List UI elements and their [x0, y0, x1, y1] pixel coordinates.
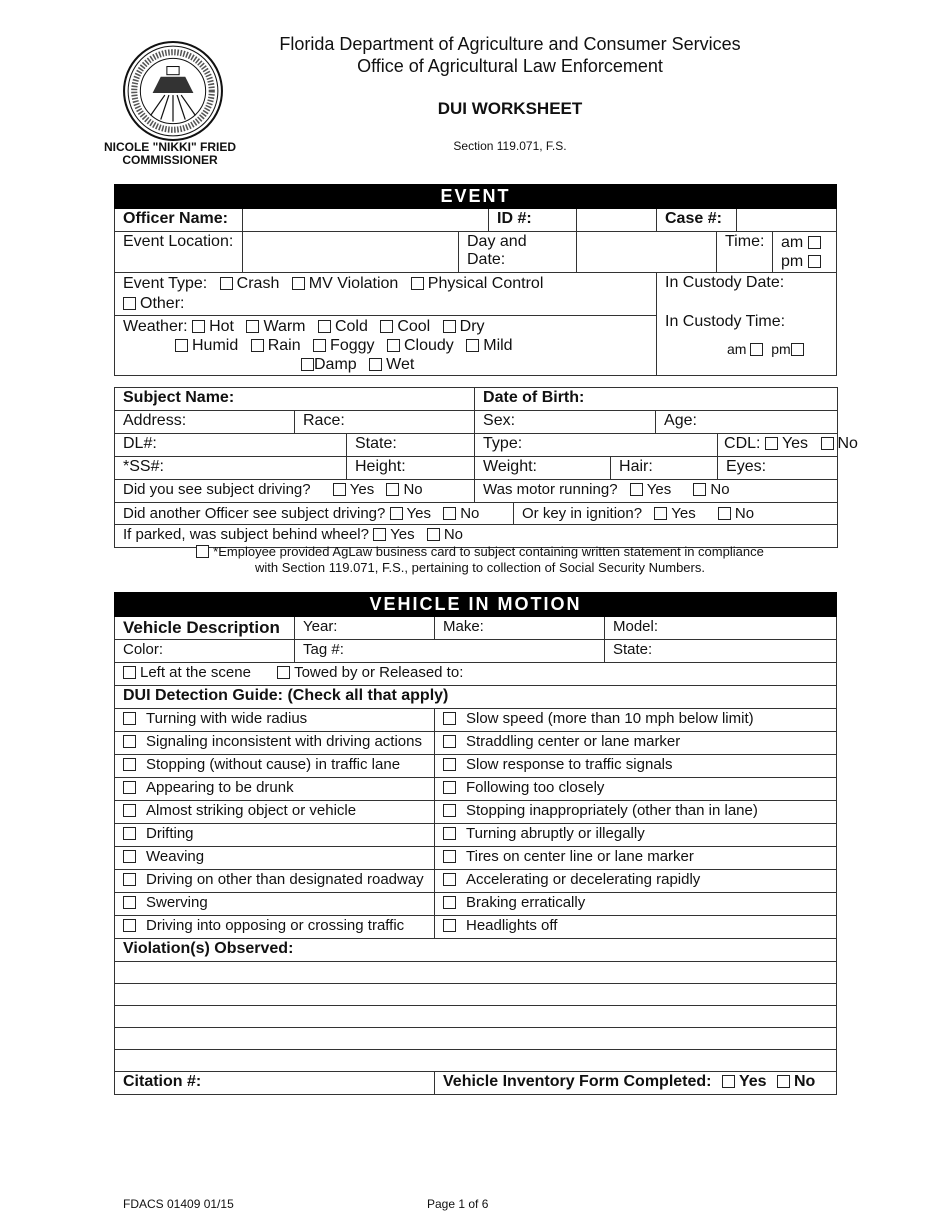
day-date-field[interactable] [577, 232, 717, 273]
other-checkbox[interactable] [123, 297, 136, 310]
guide-item-label: Stopping inappropriately (other than in lane) [466, 802, 758, 819]
key-ignition-yes-checkbox[interactable] [654, 507, 667, 520]
damp-label: Damp [314, 356, 357, 373]
crash-label: Crash [236, 275, 280, 292]
crash-checkbox[interactable] [220, 277, 233, 290]
inventory-cell [435, 1072, 837, 1095]
another-officer-yes-checkbox[interactable] [390, 507, 403, 520]
rain-label: Rain [267, 337, 301, 354]
guide-checkbox[interactable] [443, 827, 456, 840]
event-type-label: Event Type: [123, 275, 208, 292]
ss-notice [150, 544, 810, 576]
guide-row [115, 709, 837, 732]
weather-row-3 [123, 355, 648, 374]
guide-checkbox[interactable] [123, 873, 136, 886]
damp-checkbox[interactable] [301, 358, 314, 371]
key-ignition-no-checkbox[interactable] [718, 507, 731, 520]
pm-label: pm [781, 253, 804, 270]
time-label: Time: [717, 232, 773, 273]
cdl-yes-label: Yes [781, 435, 809, 452]
guide-checkbox[interactable] [443, 735, 456, 748]
custody-am-checkbox[interactable] [750, 343, 763, 356]
guide-item-label: Accelerating or decelerating rapidly [466, 871, 701, 888]
height-label[interactable]: Height: [347, 457, 475, 480]
another-officer-yes-label: Yes [406, 505, 432, 522]
guide-checkbox[interactable] [443, 804, 456, 817]
day-date-text: Day and Date: [467, 233, 527, 268]
business-card-checkbox[interactable] [196, 545, 209, 558]
guide-row [115, 732, 837, 755]
wet-label: Wet [386, 356, 415, 373]
towed-checkbox[interactable] [277, 666, 290, 679]
event-band: EVENT [115, 185, 837, 209]
dry-checkbox[interactable] [443, 320, 456, 333]
guide-row [115, 893, 837, 916]
event-type-cell [115, 273, 657, 316]
warm-checkbox[interactable] [246, 320, 259, 333]
office-name: Office of Agricultural Law Enforcement [357, 56, 663, 76]
address-label[interactable]: Address: [115, 411, 295, 434]
case-field[interactable] [737, 209, 837, 232]
am-option[interactable] [781, 233, 828, 252]
dl-label[interactable]: DL#: [115, 434, 347, 457]
another-officer-cell [115, 503, 514, 524]
left-scene-checkbox[interactable] [123, 666, 136, 679]
guide-item-label: Swerving [146, 894, 208, 911]
custody-pm-checkbox[interactable] [791, 343, 804, 356]
ss-label[interactable]: *SS#: [115, 457, 347, 480]
guide-item-label: Almost striking object or vehicle [146, 802, 357, 819]
key-ignition-label: Or key in ignition? [522, 505, 643, 522]
form-number: FDACS 01409 01/15 [123, 1197, 234, 1211]
another-officer-label: Did another Officer see subject driving? [123, 505, 386, 522]
notice-line-2: with Section 119.071, F.S., pertaining to collection of Social Security Numbers. [255, 560, 705, 575]
mv-violation-checkbox[interactable] [292, 277, 305, 290]
cold-label: Cold [334, 318, 368, 335]
see-driving-yes-checkbox[interactable] [333, 483, 346, 496]
cool-checkbox[interactable] [380, 320, 393, 333]
in-custody-time-cell[interactable] [657, 312, 837, 376]
motor-running-no-checkbox[interactable] [693, 483, 706, 496]
cdl-cell [718, 434, 858, 457]
case-label: Case #: [657, 209, 737, 232]
guide-item-label: Turning with wide radius [146, 710, 308, 727]
guide-row [115, 870, 837, 893]
wet-checkbox[interactable] [369, 358, 382, 371]
make-label[interactable]: Make: [435, 617, 605, 640]
vehicle-table [114, 592, 837, 1095]
cloudy-label: Cloudy [403, 337, 454, 354]
inventory-yes-label: Yes [738, 1073, 767, 1090]
cdl-label: CDL: [724, 435, 761, 452]
another-officer-row [115, 503, 838, 525]
warm-label: Warm [263, 318, 306, 335]
guide-item-label: Turning abruptly or illegally [466, 825, 645, 842]
guide-checkbox[interactable] [123, 758, 136, 771]
page-number: Page 1 of 6 [427, 1197, 489, 1211]
towed-label: Towed by or Released to: [294, 664, 464, 681]
department-seal [122, 40, 224, 142]
see-driving-label: Did you see subject driving? [123, 481, 311, 498]
scene-cell [115, 663, 837, 686]
inventory-label: Vehicle Inventory Form Completed: [443, 1073, 712, 1090]
hair-label[interactable]: Hair: [611, 457, 718, 480]
behind-wheel-label: If parked, was subject behind wheel? [123, 526, 369, 543]
key-ignition-no-label: No [734, 505, 755, 522]
guide-item [435, 755, 837, 778]
tag-label[interactable]: Tag #: [295, 640, 605, 663]
guide-item [435, 916, 837, 939]
guide-item [115, 709, 435, 732]
guide-item [115, 870, 435, 893]
event-location-field[interactable] [243, 232, 459, 273]
guide-item [115, 778, 435, 801]
motor-running-yes-label: Yes [646, 481, 672, 498]
am-checkbox[interactable] [808, 236, 821, 249]
guide-checkbox[interactable] [123, 827, 136, 840]
guide-item-label: Slow speed (more than 10 mph below limit) [466, 710, 754, 727]
guide-checkbox[interactable] [123, 896, 136, 909]
guide-checkbox[interactable] [123, 712, 136, 725]
guide-row [115, 824, 837, 847]
cool-label: Cool [397, 318, 431, 335]
vehicle-description-label: Vehicle Description [115, 617, 295, 640]
humid-checkbox[interactable] [175, 339, 188, 352]
year-label[interactable]: Year: [295, 617, 435, 640]
guide-checkbox[interactable] [443, 919, 456, 932]
key-ignition-cell [514, 505, 754, 522]
hot-label: Hot [209, 318, 234, 335]
guide-checkbox[interactable] [443, 758, 456, 771]
guide-item-label: Driving into opposing or crossing traffic [146, 917, 405, 934]
physical-control-label: Physical Control [427, 275, 544, 292]
violations-line[interactable] [115, 1028, 837, 1050]
model-label[interactable]: Model: [605, 617, 837, 640]
guide-row [115, 916, 837, 939]
guide-item [115, 801, 435, 824]
subject-name-label[interactable]: Subject Name: [115, 388, 475, 411]
behind-wheel-no-checkbox[interactable] [427, 528, 440, 541]
guide-checkbox[interactable] [443, 781, 456, 794]
guide-item-label: Slow response to traffic signals [466, 756, 673, 773]
behind-wheel-yes-checkbox[interactable] [373, 528, 386, 541]
age-label[interactable]: Age: [656, 411, 838, 434]
cloudy-checkbox[interactable] [387, 339, 400, 352]
guide-item [435, 778, 837, 801]
physical-control-checkbox[interactable] [411, 277, 424, 290]
citation-label[interactable]: Citation #: [115, 1072, 435, 1095]
notice-line-1: *Employee provided AgLaw business card to subject containing written statement in compliance [213, 544, 764, 559]
cdl-no-checkbox[interactable] [821, 437, 834, 450]
guide-item [115, 916, 435, 939]
inventory-yes-checkbox[interactable] [722, 1075, 735, 1088]
inventory-no-label: No [794, 1073, 816, 1090]
section-reference: Section 119.071, F.S. [453, 139, 567, 153]
cdl-no-label: No [837, 435, 858, 452]
see-driving-no-label: No [403, 481, 423, 498]
foggy-checkbox[interactable] [313, 339, 326, 352]
mv-violation-label: MV Violation [308, 275, 399, 292]
see-driving-no-checkbox[interactable] [386, 483, 399, 496]
guide-item-label: Stopping (without cause) in traffic lane [146, 756, 401, 773]
key-ignition-yes-label: Yes [671, 505, 696, 522]
guide-item [115, 732, 435, 755]
dob-label[interactable]: Date of Birth: [475, 388, 838, 411]
guide-item-label: Headlights off [466, 917, 558, 934]
guide-checkbox[interactable] [443, 896, 456, 909]
rain-checkbox[interactable] [251, 339, 264, 352]
violations-line[interactable] [115, 1006, 837, 1028]
cdl-yes-checkbox[interactable] [765, 437, 778, 450]
sex-label[interactable]: Sex: [475, 411, 656, 434]
vehicle-band: VEHICLE IN MOTION [115, 593, 837, 617]
violations-line[interactable] [115, 984, 837, 1006]
guide-checkbox[interactable] [123, 735, 136, 748]
guide-checkbox[interactable] [443, 712, 456, 725]
motor-running-cell [475, 480, 838, 503]
day-date-label [459, 232, 577, 273]
guide-item-label: Straddling center or lane marker [466, 733, 681, 750]
guide-item-label: Weaving [146, 848, 205, 865]
custody-am-label: am [727, 340, 747, 357]
guide-title: DUI Detection Guide: (Check all that apply) [115, 686, 837, 709]
violations-label: Violation(s) Observed: [115, 939, 837, 962]
guide-row [115, 847, 837, 870]
custody-pm-label: pm [771, 340, 791, 357]
guide-item [435, 801, 837, 824]
violations-line[interactable] [115, 962, 837, 984]
guide-checkbox[interactable] [123, 919, 136, 932]
guide-item [435, 893, 837, 916]
left-scene-label: Left at the scene [140, 664, 251, 681]
commissioner-title: COMMISSIONER [122, 153, 218, 167]
cold-checkbox[interactable] [318, 320, 331, 333]
officer-name-field[interactable] [243, 209, 489, 232]
see-driving-cell [115, 480, 475, 503]
foggy-label: Foggy [330, 337, 375, 354]
guide-checkbox[interactable] [443, 873, 456, 886]
guide-item-label: Drifting [146, 825, 194, 842]
inventory-no-checkbox[interactable] [777, 1075, 790, 1088]
behind-wheel-yes-label: Yes [390, 526, 415, 543]
in-custody-time-label: In Custody Time: [665, 312, 786, 330]
another-officer-no-checkbox[interactable] [443, 507, 456, 520]
mild-checkbox[interactable] [466, 339, 479, 352]
agency-name: Florida Department of Agriculture and Consumer Services [279, 34, 741, 54]
guide-item-label: Appearing to be drunk [146, 779, 294, 796]
in-custody-date-label: In Custody Date: [665, 274, 785, 291]
weather-row-2 [123, 336, 648, 355]
id-label: ID #: [489, 209, 577, 232]
motor-running-label: Was motor running? [483, 481, 618, 498]
am-label: am [781, 234, 804, 251]
eyes-label[interactable]: Eyes: [718, 457, 838, 480]
race-label[interactable]: Race: [295, 411, 475, 434]
guide-checkbox[interactable] [123, 804, 136, 817]
guide-item-label: Driving on other than designated roadway [146, 871, 424, 888]
guide-row [115, 778, 837, 801]
color-label[interactable]: Color: [115, 640, 295, 663]
guide-item-label: Tires on center line or lane marker [466, 848, 694, 865]
guide-item-label: Braking erratically [466, 894, 586, 911]
guide-checkbox[interactable] [123, 850, 136, 863]
guide-item [115, 824, 435, 847]
guide-item [435, 870, 837, 893]
id-field[interactable] [577, 209, 657, 232]
behind-wheel-no-label: No [443, 526, 463, 543]
dl-state-label[interactable]: State: [347, 434, 475, 457]
in-custody-date-cell[interactable] [657, 273, 837, 316]
weather-cell [115, 316, 657, 376]
motor-running-yes-checkbox[interactable] [630, 483, 643, 496]
subject-table [114, 387, 858, 548]
type-label[interactable]: Type: [475, 434, 718, 457]
pm-option[interactable] [781, 252, 828, 271]
guide-item-label: Signaling inconsistent with driving actions [146, 733, 422, 750]
event-table [114, 184, 837, 376]
hot-checkbox[interactable] [192, 320, 205, 333]
guide-item [115, 847, 435, 870]
guide-item [115, 755, 435, 778]
mild-label: Mild [483, 337, 513, 354]
event-location-label: Event Location: [115, 232, 243, 273]
guide-row [115, 755, 837, 778]
dry-label: Dry [459, 318, 485, 335]
document-title: DUI WORKSHEET [437, 99, 583, 118]
weather-label: Weather: [123, 318, 188, 335]
humid-label: Humid [192, 337, 239, 354]
guide-item [435, 824, 837, 847]
am-pm-cell [773, 232, 837, 273]
guide-item [435, 847, 837, 870]
custody-ampm [665, 341, 828, 357]
guide-item [435, 732, 837, 755]
commissioner-name: NICOLE "NIKKI" FRIED [103, 140, 237, 154]
other-label: Other: [140, 295, 185, 312]
guide-checkbox[interactable] [443, 850, 456, 863]
pm-checkbox[interactable] [808, 255, 821, 268]
guide-body [115, 709, 837, 939]
guide-checkbox[interactable] [123, 781, 136, 794]
guide-item-label: Following too closely [466, 779, 605, 796]
vehicle-state-label[interactable]: State: [605, 640, 837, 663]
guide-item [115, 893, 435, 916]
violations-line[interactable] [115, 1050, 837, 1072]
see-driving-yes-label: Yes [349, 481, 375, 498]
weight-label[interactable]: Weight: [475, 457, 611, 480]
officer-name-label: Officer Name: [115, 209, 243, 232]
motor-running-no-label: No [710, 481, 730, 498]
another-officer-no-label: No [460, 505, 480, 522]
guide-row [115, 801, 837, 824]
guide-item [435, 709, 837, 732]
